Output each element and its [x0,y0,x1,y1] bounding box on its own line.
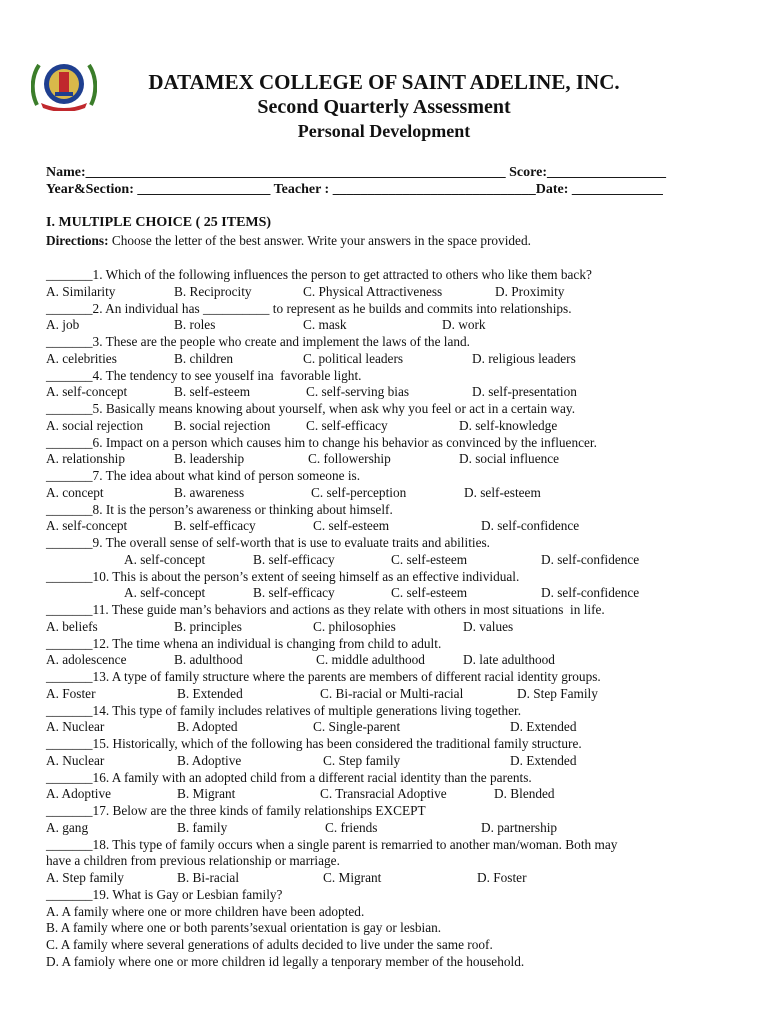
choice-d: D. self-confidence [541,585,640,601]
question-2-stem-text: _______2. An individual has __________ to represent as he builds and commits into relationships. [46,300,572,316]
choice-a: A. Step family [46,870,124,885]
choice-d: D. social influence [459,451,560,467]
question-17-choices [0,819,768,836]
choice-d: D. Blended [494,786,555,802]
question-19-option-d [0,953,768,970]
question-3-stem [0,333,768,350]
choice-a: A. job [46,317,80,333]
directions-label: Directions: [46,233,109,248]
question-7-choices [0,484,768,501]
choice-b: B. self-efficacy [253,551,335,567]
choice-c: C. political leaders [303,350,404,366]
choice-a: A. relationship [46,451,126,467]
choice-a: A. Similarity [46,283,116,299]
question-8-stem [0,501,768,518]
choice-c: C. self-perception [311,484,407,500]
choice-a: A. adolescence [46,652,127,668]
choice-c: C. middle adulthood [316,652,425,668]
choice-d: D. religious leaders [472,350,576,366]
question-18-stem [0,836,768,853]
question-19-option-a-text: A. A family where one or more children have been adopted. [46,903,365,919]
question-19-option-c [0,936,768,953]
choice-c: C. self-esteem [313,518,390,534]
choice-b: B. Reciprocity [174,283,252,299]
choice-c: C. Single-parent [313,719,401,735]
question-19-option-c-text: C. A family where several generations of adults decided to live under the same roof. [46,937,493,952]
choice-c: C. Physical Attractiveness [303,283,443,299]
choice-d: D. self-confidence [541,551,640,567]
question-8-stem-text: _______8. It is the person’s awareness or thinking about himself. [46,501,393,517]
choice-d: D. self-esteem [464,484,541,500]
question-10-stem-text: _______10. This is about the person’s extent of seeing himself as an effective individual. [46,568,520,584]
question-15-stem-text: _______15. Historically, which of the following has been considered the traditional family structure. [46,736,582,751]
question-5-stem-text: _______5. Basically means knowing about yourself, when ask why you feel or act in a certain way. [46,401,576,416]
question-4-choices [0,383,768,400]
question-19-stem [0,886,768,903]
question-18-stem-cont-text: have a children from previous relationship or marriage. [46,853,340,869]
choice-a: A. self-concept [124,585,206,601]
choice-a: A. Nuclear [46,719,105,735]
question-4-stem-text: _______4. The tendency to see youself ina favorable light. [46,367,362,383]
choice-b: B. adulthood [174,652,243,668]
question-8-choices [0,517,768,534]
choice-d: D. self-knowledge [459,417,558,433]
question-2-choices [0,316,768,333]
question-16-choices [0,785,768,802]
section-title: I. MULTIPLE CHOICE ( 25 ITEMS) [46,215,272,230]
choice-c: C. Migrant [323,870,382,885]
question-17-stem-text: _______17. Below are the three kinds of family relationships EXCEPT [46,803,426,818]
choice-b: B. self-efficacy [174,518,256,534]
choice-b: B. social rejection [174,417,271,433]
question-5-choices [0,417,768,434]
choice-d: D. Foster [477,870,527,885]
question-9-stem [0,534,768,551]
question-19-option-a [0,903,768,920]
question-13-stem-text: _______13. A type of family structure where the parents are members of different racial identity groups. [46,669,601,684]
choice-d: D. self-confidence [481,518,580,534]
choice-a: A. celebrities [46,350,117,366]
choice-b: B. Extended [177,685,243,701]
question-11-choices [0,618,768,635]
choice-d: D. values [463,618,514,634]
choice-d: D. late adulthood [463,652,555,668]
question-12-stem-text: _______12. The time whena an individual is changing from child to adult. [46,635,442,651]
choice-c: C. friends [325,819,378,835]
question-10-stem [0,568,768,585]
question-14-stem-text: _______14. This type of family includes relatives of multiple generations living together. [46,702,522,718]
question-11-stem-text: _______11. These guide man’s behaviors and actions as they relate with others in most situations in life. [46,602,605,617]
subject-title: Personal Development [297,121,471,141]
choice-a: A. social rejection [46,417,144,433]
question-12-stem [0,635,768,652]
choice-d: D. Step Family [517,685,598,701]
choice-c: C. self-esteem [391,585,468,601]
question-17-stem [0,802,768,819]
choice-a: A. gang [46,819,89,835]
question-2-stem [0,300,768,317]
question-5-stem [0,400,768,417]
question-1-stem-text: _______1. Which of the following influences the person to get attracted to others who like them back? [46,267,592,282]
choice-b: B. awareness [174,484,245,500]
choice-d: D. Extended [510,752,577,768]
choice-b: B. Bi-racial [177,870,240,885]
question-18-stem-text: _______18. This type of family occurs when a single parent is remarried to another man/woman. Both may [46,836,618,852]
directions [0,232,768,249]
question-16-stem [0,769,768,786]
question-19-option-d-text: D. A famioly where one or more children id legally a tenporary member of the household. [46,953,525,969]
choice-b: B. children [174,350,234,366]
choice-b: B. family [177,819,228,835]
choice-c: C. Transracial Adoptive [320,786,447,802]
choice-c: C. self-esteem [391,551,468,567]
question-19-stem-text: _______19. What is Gay or Lesbian family? [46,886,283,902]
question-6-stem-text: _______6. Impact on a person which causes him to change his behavior as convinced by the influencer. [46,434,597,450]
choice-b: B. Adopted [177,719,238,735]
choice-a: A. Foster [46,685,96,701]
choice-d: D. Proximity [495,283,565,299]
choice-b: B. Adoptive [177,752,242,768]
choice-a: A. Nuclear [46,752,105,768]
choice-c: C. mask [303,317,347,333]
choice-d: D. work [442,317,486,333]
question-15-choices [0,752,768,769]
choice-b: B. Migrant [177,786,236,802]
question-18-choices [0,869,768,886]
directions-text: Choose the letter of the best answer. Write your answers in the space provided. [108,233,531,248]
question-13-stem [0,668,768,685]
choice-d: D. Extended [510,719,577,735]
choice-b: B. self-efficacy [253,585,335,601]
exam-title: Second Quarterly Assessment [257,96,511,118]
choice-a: A. self-concept [46,518,128,534]
choice-d: D. self-presentation [472,384,577,400]
question-1-choices [0,283,768,300]
question-13-choices [0,685,768,702]
name-score-row: Name:____________________________________________________________ Score:_________________ [46,165,666,180]
choice-b: B. roles [174,317,216,333]
question-7-stem-text: _______7. The idea about what kind of person someone is. [46,468,361,483]
choice-a: A. self-concept [46,384,128,400]
question-10-choices [0,584,768,601]
question-6-choices [0,450,768,467]
choice-c: C. Step family [323,752,401,768]
choice-c: C. followership [308,451,391,467]
question-3-choices [0,350,768,367]
question-9-stem-text: _______9. The overall sense of self-worth that is use to evaluate traits and abilities. [46,535,490,550]
choice-a: A. Adoptive [46,786,112,802]
section-teacher-date-row: Year&Section: ___________________ Teacher : _____________________________Date: _____________ [46,182,663,197]
choice-a: A. beliefs [46,618,98,634]
question-9-choices [0,551,768,568]
choice-b: B. leadership [174,451,245,467]
question-6-stem [0,434,768,451]
question-19-option-b-text: B. A family where one or both parents’sexual orientation is gay or lesbian. [46,920,442,936]
question-4-stem [0,367,768,384]
question-11-stem [0,601,768,618]
choice-c: C. self-serving bias [306,384,410,400]
question-19-option-b [0,919,768,936]
question-14-choices [0,718,768,735]
question-7-stem [0,467,768,484]
question-12-choices [0,651,768,668]
choice-d: D. partnership [481,819,558,835]
choice-a: A. concept [46,484,104,500]
choice-c: C. Bi-racial or Multi-racial [320,685,464,701]
choice-b: B. principles [174,618,242,634]
choice-a: A. self-concept [124,551,206,567]
question-18-stem-cont [0,852,768,869]
choice-c: C. philosophies [313,618,396,634]
choice-c: C. self-efficacy [306,417,388,433]
question-3-stem-text: _______3. These are the people who create and implement the laws of the land. [46,334,471,349]
choice-b: B. self-esteem [174,384,251,400]
question-16-stem-text: _______16. A family with an adopted child from a different racial identity than the parents. [46,769,532,785]
question-15-stem [0,735,768,752]
question-14-stem [0,702,768,719]
question-1-stem [0,266,768,283]
institution-title: DATAMEX COLLEGE OF SAINT ADELINE, INC. [148,70,620,94]
